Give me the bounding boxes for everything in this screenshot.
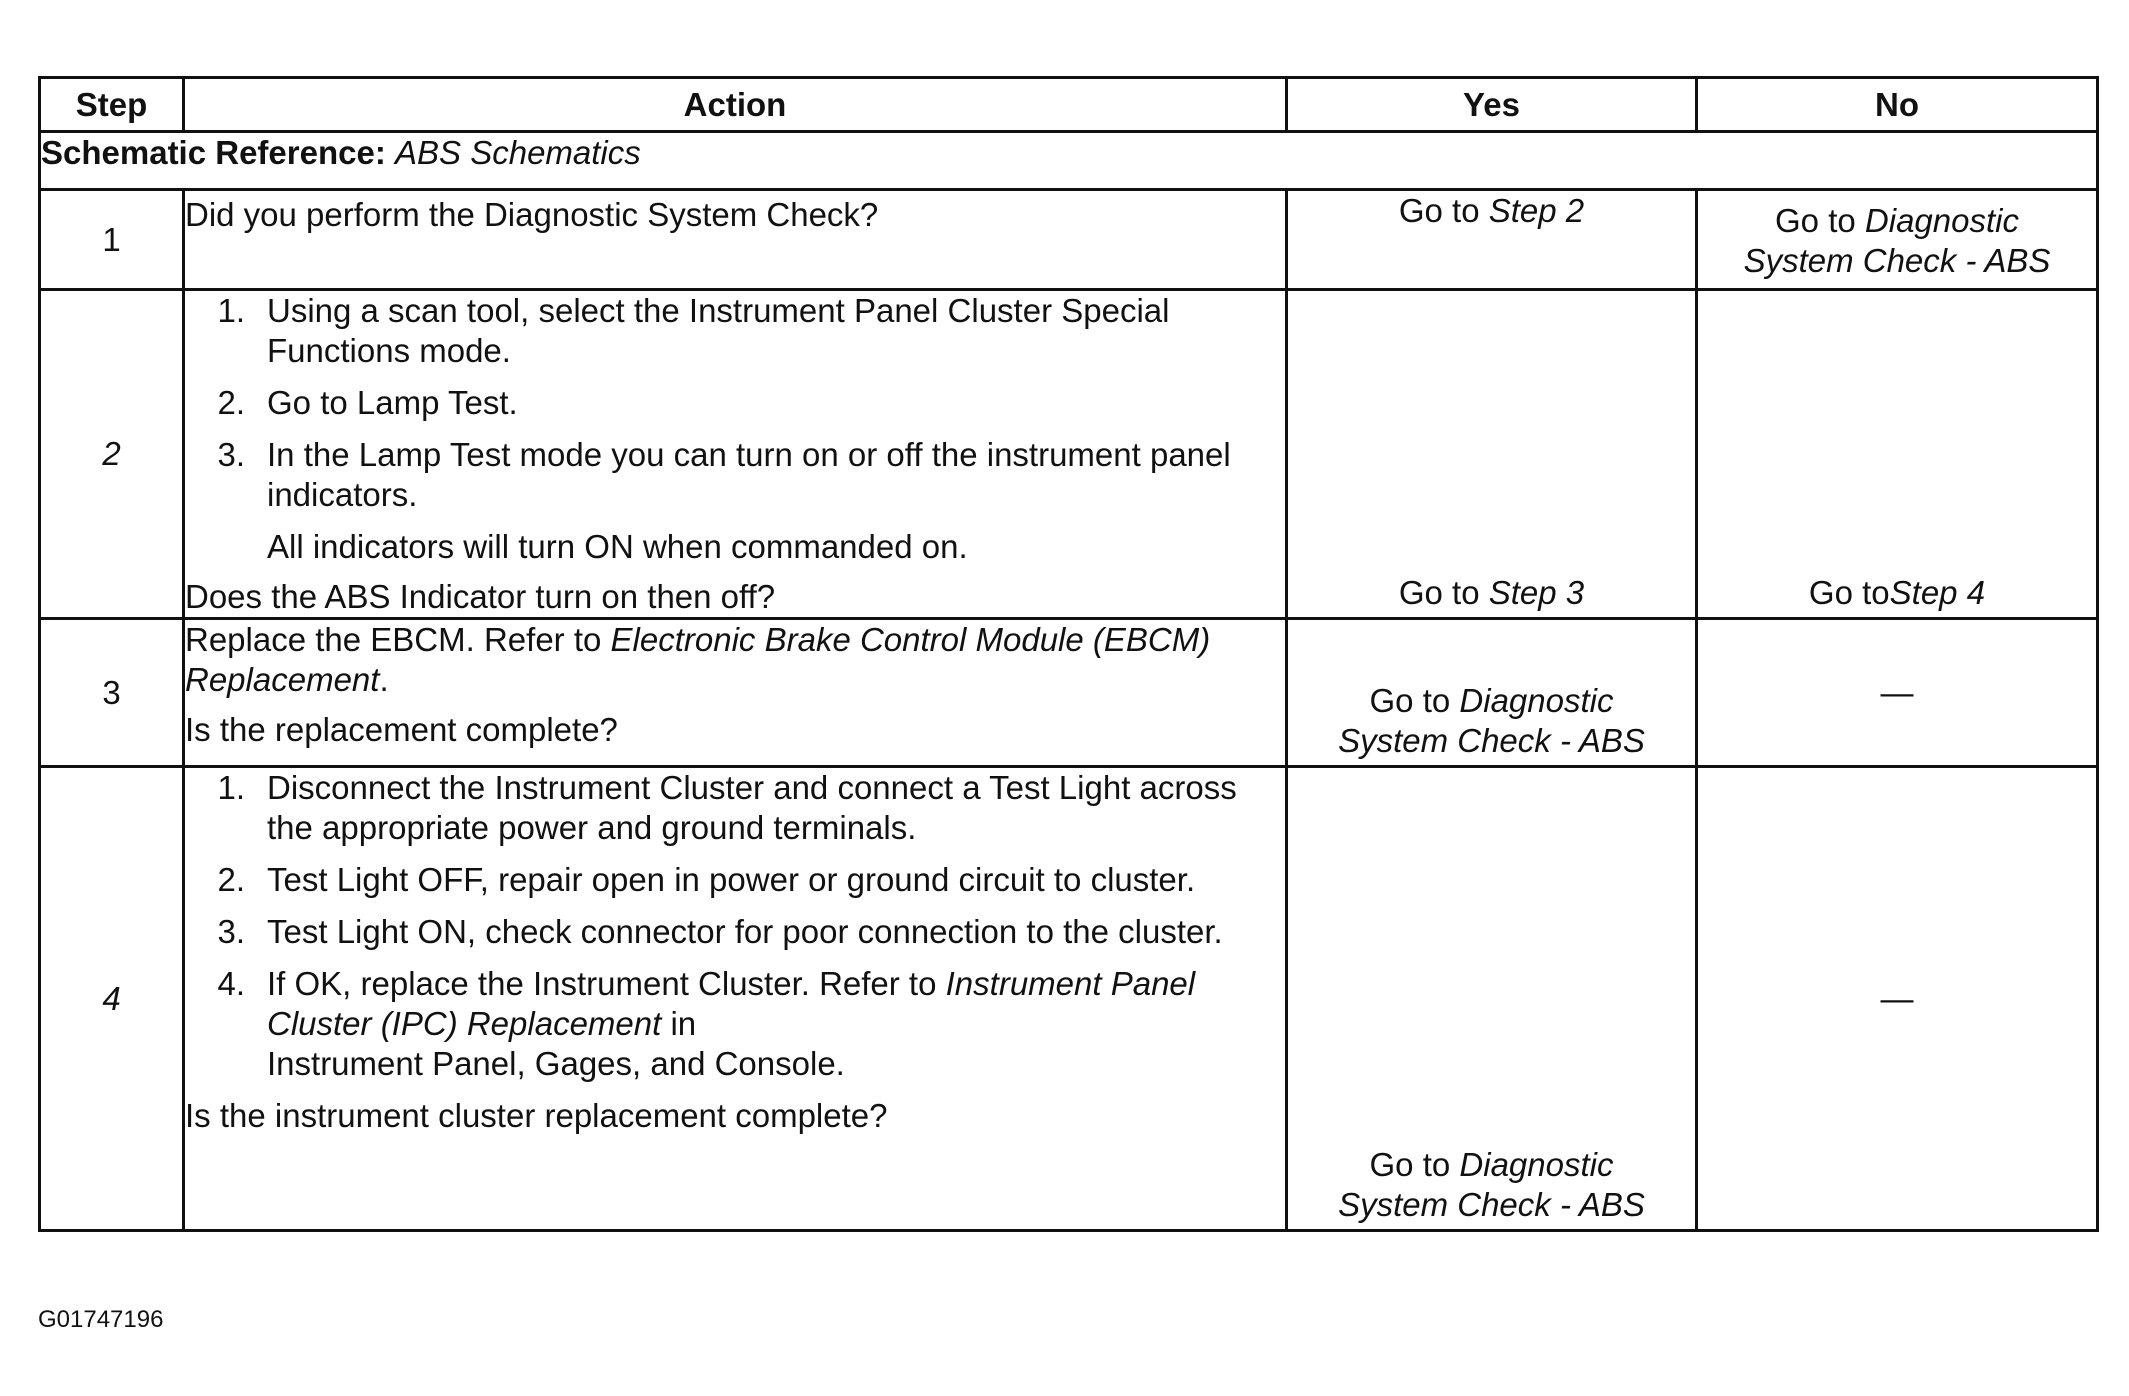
table-row: [40, 290, 2098, 619]
step-number: 1: [40, 190, 184, 290]
header-row: [40, 78, 2098, 132]
action-text: Replace the EBCM. Refer to Electronic Brake Control Module (EBCM) Replacement.: [185, 621, 1211, 698]
step-question: Is the replacement complete?: [185, 711, 618, 748]
header-no: No: [1697, 78, 2098, 132]
step-number: 2: [40, 290, 184, 619]
schematic-reference-link[interactable]: ABS Schematics: [395, 134, 641, 171]
action-list: [185, 291, 1285, 515]
yes-cell: [1287, 767, 1697, 1231]
diagnostic-table: [38, 76, 2099, 1232]
yes-cell: [1287, 190, 1697, 290]
action-cell: [184, 619, 1287, 767]
no-link[interactable]: Step 4: [1889, 574, 1986, 611]
action-cell: [184, 767, 1287, 1231]
list-item: 3. In the Lamp Test mode you can turn on or off the instrument panel indicators.: [217, 436, 1231, 513]
yes-cell: [1287, 290, 1697, 619]
schematic-reference-label: Schematic Reference:: [41, 134, 386, 171]
no-cell: [1697, 190, 2098, 290]
yes-prefix: Go to: [1369, 1146, 1451, 1183]
yes-prefix: Go to: [1398, 574, 1480, 611]
no-cell: [1697, 767, 2098, 1231]
reference-link[interactable]: Electronic Brake Control Module (EBCM) Replacement: [185, 621, 1211, 698]
step-question: Did you perform the Diagnostic System Check?: [185, 196, 879, 233]
no-link[interactable]: Diagnostic: [1864, 201, 2019, 239]
yes-link[interactable]: Step 2: [1488, 192, 1585, 229]
list-item: 2. Go to Lamp Test.: [217, 384, 518, 421]
action-note: All indicators will turn ON when commanded on.: [267, 528, 968, 565]
no-dash: —: [1880, 979, 1914, 1017]
yes-link-line2[interactable]: System Check - ABS: [1338, 1186, 1645, 1223]
no-prefix: Go to: [1775, 201, 1856, 239]
schematic-reference: [40, 132, 2098, 190]
action-list: [185, 768, 1285, 1084]
list-item: 2. Test Light OFF, repair open in power or ground circuit to cluster.: [217, 861, 1196, 898]
no-cell: [1697, 290, 2098, 619]
yes-prefix: Go to: [1369, 682, 1451, 719]
no-dash: —: [1880, 673, 1914, 711]
table-row: [40, 190, 2098, 290]
reference-link[interactable]: Instrument Panel Cluster (IPC) Replacement: [267, 965, 1196, 1042]
yes-link[interactable]: Step 3: [1488, 574, 1585, 611]
header-action: Action: [184, 78, 1287, 132]
list-item: 1. Using a scan tool, select the Instrument Panel Cluster Special Functions mode.: [217, 292, 1170, 369]
schematic-reference-row: [40, 132, 2098, 190]
no-prefix: Go to: [1808, 574, 1890, 611]
list-item: 4. If OK, replace the Instrument Cluster. Refer to Instrument Panel Cluster (IPC) Replacement in Instrument Panel, Gages, and Console.: [217, 965, 1196, 1082]
reference-manual: Instrument Panel, Gages, and Console.: [267, 1045, 845, 1082]
step-question: Does the ABS Indicator turn on then off?: [185, 578, 776, 615]
yes-cell: [1287, 619, 1697, 767]
no-link-line2[interactable]: System Check - ABS: [1743, 241, 2051, 279]
action-cell: [184, 290, 1287, 619]
step-number: 4: [40, 767, 184, 1231]
yes-link[interactable]: Diagnostic: [1459, 1146, 1614, 1183]
yes-prefix: Go to: [1398, 192, 1480, 229]
step-number: 3: [40, 619, 184, 767]
header-yes: Yes: [1287, 78, 1697, 132]
yes-link[interactable]: Diagnostic: [1459, 682, 1614, 719]
action-cell: [184, 190, 1287, 290]
table-row: [40, 619, 2098, 767]
list-item: 3. Test Light ON, check connector for poor connection to the cluster.: [217, 913, 1223, 950]
table-row: [40, 767, 2098, 1231]
figure-id: G01747196: [38, 1306, 164, 1333]
header-step: Step: [40, 78, 184, 132]
list-item: 1. Disconnect the Instrument Cluster and connect a Test Light across the appropriate power and ground terminals.: [217, 769, 1237, 846]
no-cell: [1697, 619, 2098, 767]
step-question: Is the instrument cluster replacement complete?: [185, 1097, 888, 1134]
yes-link-line2[interactable]: System Check - ABS: [1338, 722, 1645, 759]
